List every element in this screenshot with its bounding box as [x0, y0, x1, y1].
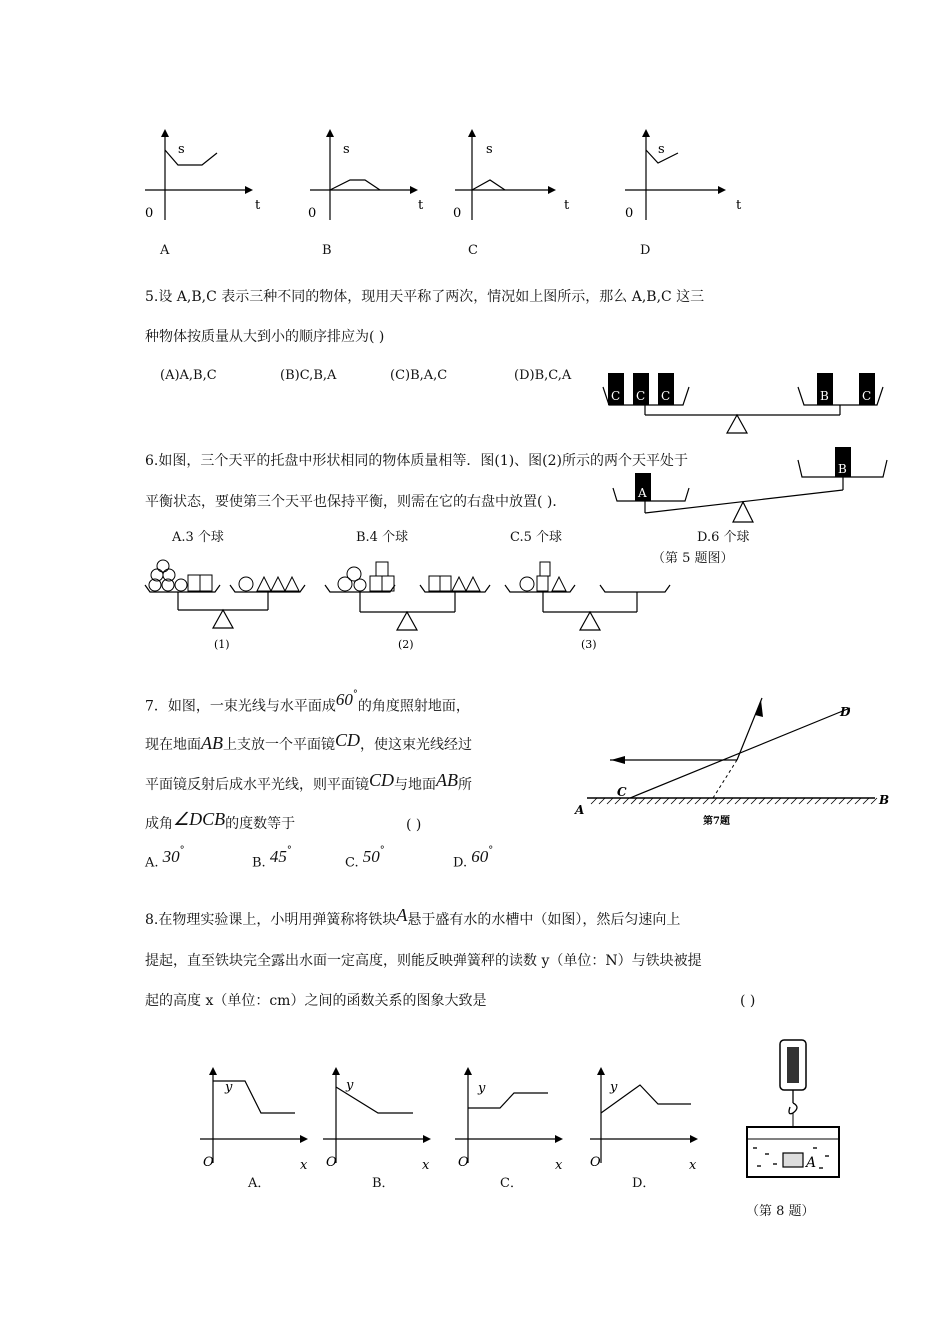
- q6-option-a: A.3 个球: [172, 530, 224, 545]
- box-label: B: [820, 389, 829, 403]
- q8-text: 8.在物理实验课上，小明用弹簧称将铁块: [145, 912, 397, 928]
- q8-option-a: A．: [248, 1176, 271, 1191]
- q8-line2: 提起，直至铁块完全露出水面一定高度，则能反映弹簧秤的读数 y（单位：N）与铁块被提: [145, 953, 702, 969]
- box-label: B: [838, 462, 847, 476]
- graph-c: [450, 125, 590, 225]
- origin-label: 0: [308, 206, 317, 221]
- q7-text: ，使这束光线经过: [360, 737, 473, 753]
- option-letter: D.: [453, 855, 468, 871]
- q7-ab: AB: [436, 770, 459, 790]
- q8-text: 悬于盛有水的水槽中（如图），然后匀速向上: [407, 912, 681, 928]
- origin-label: O: [203, 1155, 214, 1170]
- degree-sign: °: [488, 845, 494, 856]
- q6-line2: 平衡状态，要使第三个天平也保持平衡，则需在它的右盘中放置( )．: [145, 494, 567, 510]
- q8-paren: ( ): [740, 993, 756, 1009]
- degree-sign: °: [179, 845, 185, 856]
- q5-line2: 种物体按质量从大到小的顺序排应为( ): [145, 329, 385, 345]
- q7-line4: [145, 809, 296, 834]
- y-label: y: [478, 1081, 486, 1096]
- q7-text: 7．如图，一束光线与水平面成: [145, 698, 336, 715]
- box-label: C: [636, 389, 646, 403]
- t-label: t: [564, 198, 570, 213]
- q5-option-a: (A)A,B,C: [160, 368, 217, 383]
- q7-text: 与地面: [394, 777, 437, 793]
- q7-cd: CD: [369, 770, 395, 790]
- q7-text: 的度数等于: [225, 816, 296, 832]
- origin-label: O: [326, 1155, 337, 1170]
- q7-paren: ( ): [406, 817, 422, 833]
- fig-label: (1): [214, 638, 230, 651]
- fulcrum: [733, 502, 753, 522]
- box-label: A: [638, 486, 647, 500]
- origin-label: 0: [145, 206, 154, 221]
- q5-option-c: (C)B,A,C: [390, 368, 448, 383]
- q7-option-b: [252, 845, 292, 873]
- origin-label: O: [590, 1155, 601, 1170]
- q7-text: 平面镜反射后成水平光线，则平面镜: [145, 777, 369, 793]
- graph-option-c: C: [468, 243, 478, 258]
- q5-option-b: (B)C,B,A: [280, 368, 337, 383]
- fulcrum: [727, 415, 747, 433]
- y-label: y: [225, 1080, 233, 1095]
- box-label: C: [862, 389, 872, 403]
- q7-line1: [145, 689, 470, 717]
- q8-option-b: B．: [372, 1176, 395, 1191]
- q7-text: 所: [458, 777, 473, 793]
- q7-degree: °: [352, 689, 358, 700]
- q7-angle: 60: [335, 689, 353, 709]
- q7-cd: CD: [335, 730, 361, 750]
- q8-graph-d: [585, 1063, 705, 1173]
- q8-block: A: [396, 905, 408, 925]
- q8-graph-a: [195, 1063, 315, 1173]
- t-label: t: [736, 198, 742, 213]
- q7-line2: [145, 730, 473, 755]
- q7-text: 上支放一个平面镜: [223, 737, 335, 753]
- q7-option-d: [453, 845, 494, 873]
- origin-label: 0: [625, 206, 634, 221]
- q5-option-d: (D)B,C,A: [514, 368, 572, 383]
- q5-line1: 5.设 A,B,C 表示三种不同的物体，现用天平称了两次，情况如上图所示，那么 A,B,C 这三: [145, 289, 705, 305]
- q7-angle-name: ∠DCB: [173, 809, 226, 829]
- q6-option-d: D.6 个球: [697, 530, 750, 545]
- q8-line3: 起的高度 x（单位：cm）之间的函数关系的图象大致是: [145, 993, 487, 1009]
- point-b: B: [879, 793, 890, 807]
- x-label: x: [689, 1158, 697, 1173]
- point-c: C: [617, 785, 627, 799]
- fig-label: (2): [398, 638, 414, 651]
- degree-sign: °: [286, 845, 292, 856]
- y-label: y: [610, 1080, 618, 1095]
- graph-option-d: D: [640, 243, 651, 258]
- q7-figure: [575, 690, 905, 830]
- t-label: t: [255, 198, 261, 213]
- q7-text: 的角度照射地面，: [357, 698, 470, 715]
- degree-sign: °: [379, 845, 385, 856]
- option-value: 60: [471, 847, 489, 867]
- t-label: t: [418, 198, 424, 213]
- q8-graph-c: [450, 1063, 570, 1173]
- q6-figure: [140, 560, 680, 660]
- q8-graph-b: [318, 1063, 438, 1173]
- point-d: D: [840, 705, 851, 719]
- option-letter: C.: [345, 855, 359, 871]
- q7-ab: AB: [201, 733, 223, 753]
- x-label: x: [555, 1158, 563, 1173]
- s-label: s: [178, 142, 185, 157]
- graph-d: [620, 125, 760, 225]
- option-letter: B.: [252, 855, 266, 871]
- fig-label: (3): [581, 638, 597, 651]
- q7-option-a: [145, 845, 185, 873]
- q7-text: 成角: [145, 816, 173, 832]
- q6-line1: 6.如图，三个天平的托盘中形状相同的物体质量相等．图(1)、图(2)所示的两个天平处于: [145, 453, 689, 469]
- q7-option-c: [345, 845, 385, 873]
- q6-option-c: C.5 个球: [510, 530, 563, 545]
- q8-fig-caption: （第 8 题）: [746, 1204, 815, 1219]
- graph-b: [305, 125, 445, 225]
- box-label: C: [661, 389, 671, 403]
- graph-option-a: A: [160, 243, 170, 258]
- q7-text: 现在地面: [145, 737, 201, 753]
- q8-line1: [145, 905, 681, 930]
- q8-option-d: D．: [632, 1176, 656, 1191]
- q7-line3: [145, 770, 473, 795]
- origin-label: O: [458, 1155, 469, 1170]
- s-label: s: [343, 142, 350, 157]
- option-letter: A.: [145, 855, 159, 871]
- option-value: 30: [162, 847, 180, 867]
- box-label: C: [611, 389, 621, 403]
- graph-a: [140, 125, 280, 225]
- x-label: x: [300, 1158, 308, 1173]
- s-label: s: [658, 142, 665, 157]
- graph-option-b: B: [322, 243, 332, 258]
- point-a: A: [575, 803, 585, 817]
- fig-caption: 第7题: [703, 816, 730, 827]
- q8-figure: [743, 1035, 843, 1185]
- q6-option-b: B.4 个球: [356, 530, 409, 545]
- option-value: 45: [269, 847, 287, 867]
- q8-option-c: C．: [500, 1176, 523, 1191]
- option-value: 50: [362, 847, 380, 867]
- y-label: y: [346, 1078, 354, 1093]
- x-label: x: [422, 1158, 430, 1173]
- block-label: A: [806, 1155, 817, 1171]
- origin-label: 0: [453, 206, 462, 221]
- q5-fig-caption: （第 5 题图）: [652, 551, 734, 566]
- s-label: s: [486, 142, 493, 157]
